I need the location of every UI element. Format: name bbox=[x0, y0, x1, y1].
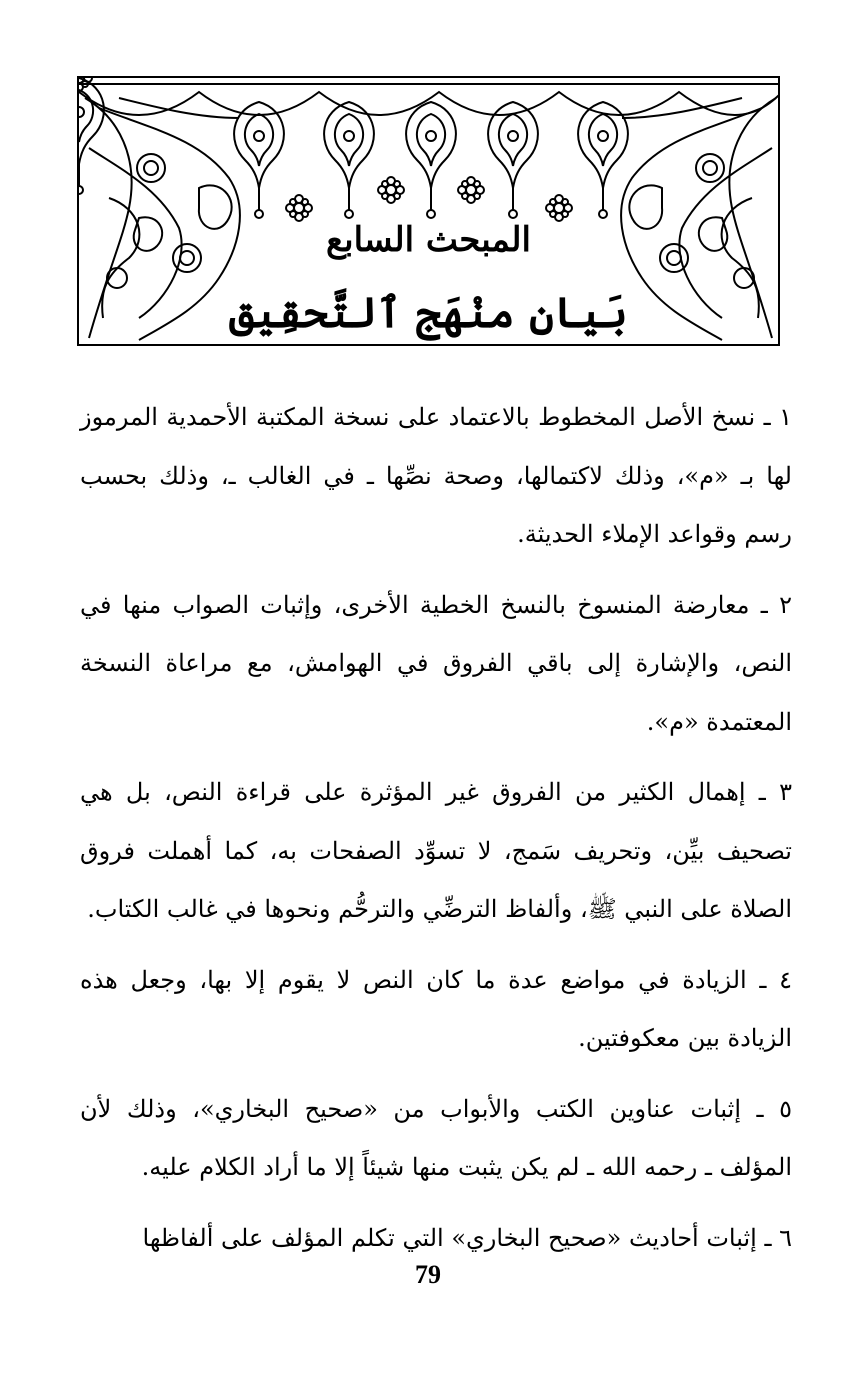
body-text bbox=[80, 388, 792, 1279]
paragraph-4: ٤ ـ الزيادة في مواضع عدة ما كان النص لا يقوم إلا بها، وجعل هذه الزيادة بين معكوفتين. bbox=[80, 965, 792, 1052]
paragraph-5: ٥ ـ إثبات عناوين الكتب والأبواب من «صحيح البخاري»، وذلك لأن المؤلف ـ رحمه الله ـ لم يكن يثبت منها شيئاً إلا ما أراد الكلام عليه. bbox=[80, 1094, 792, 1181]
paragraph-2: ٢ ـ معارضة المنسوخ بالنسخ الخطية الأخرى، وإثبات الصواب منها في النص، والإشارة إلى باقي الفروق في الهوامش، مع مراعاة النسخة المعتمدة «م». bbox=[80, 590, 792, 736]
section-number-heading: المبحث السابع bbox=[326, 220, 531, 260]
header-ornament-frame bbox=[77, 76, 780, 346]
paragraph-3: ٣ ـ إهمال الكثير من الفروق غير المؤثرة على قراءة النص، بل هي تصحيف بيِّن، وتحريف سَمج، لا تسوِّد الصفحات به، كما أهملت فروق الصلاة على النبي ﷺ، وألفاظ الترضِّي والترحُّم ونحوها في غالب الكتاب. bbox=[80, 778, 792, 923]
paragraph-1: ١ ـ نسخ الأصل المخطوط بالاعتماد على نسخة المكتبة الأحمدية المرموز لها بـ «م»، وذلك لاكتمالها، وصحة نصِّها ـ في الغالب ـ، وذلك بحسب رسم وقواعد الإملاء الحديثة. bbox=[80, 403, 792, 548]
section-title-heading: بَيان منْهَج ٱلتَّحقِيق bbox=[229, 288, 628, 337]
paragraph-6: ٦ ـ إثبات أحاديث «صحيح البخاري» التي تكلم المؤلف على ألفاظها bbox=[142, 1223, 792, 1252]
page-number: 79 bbox=[415, 1260, 441, 1289]
